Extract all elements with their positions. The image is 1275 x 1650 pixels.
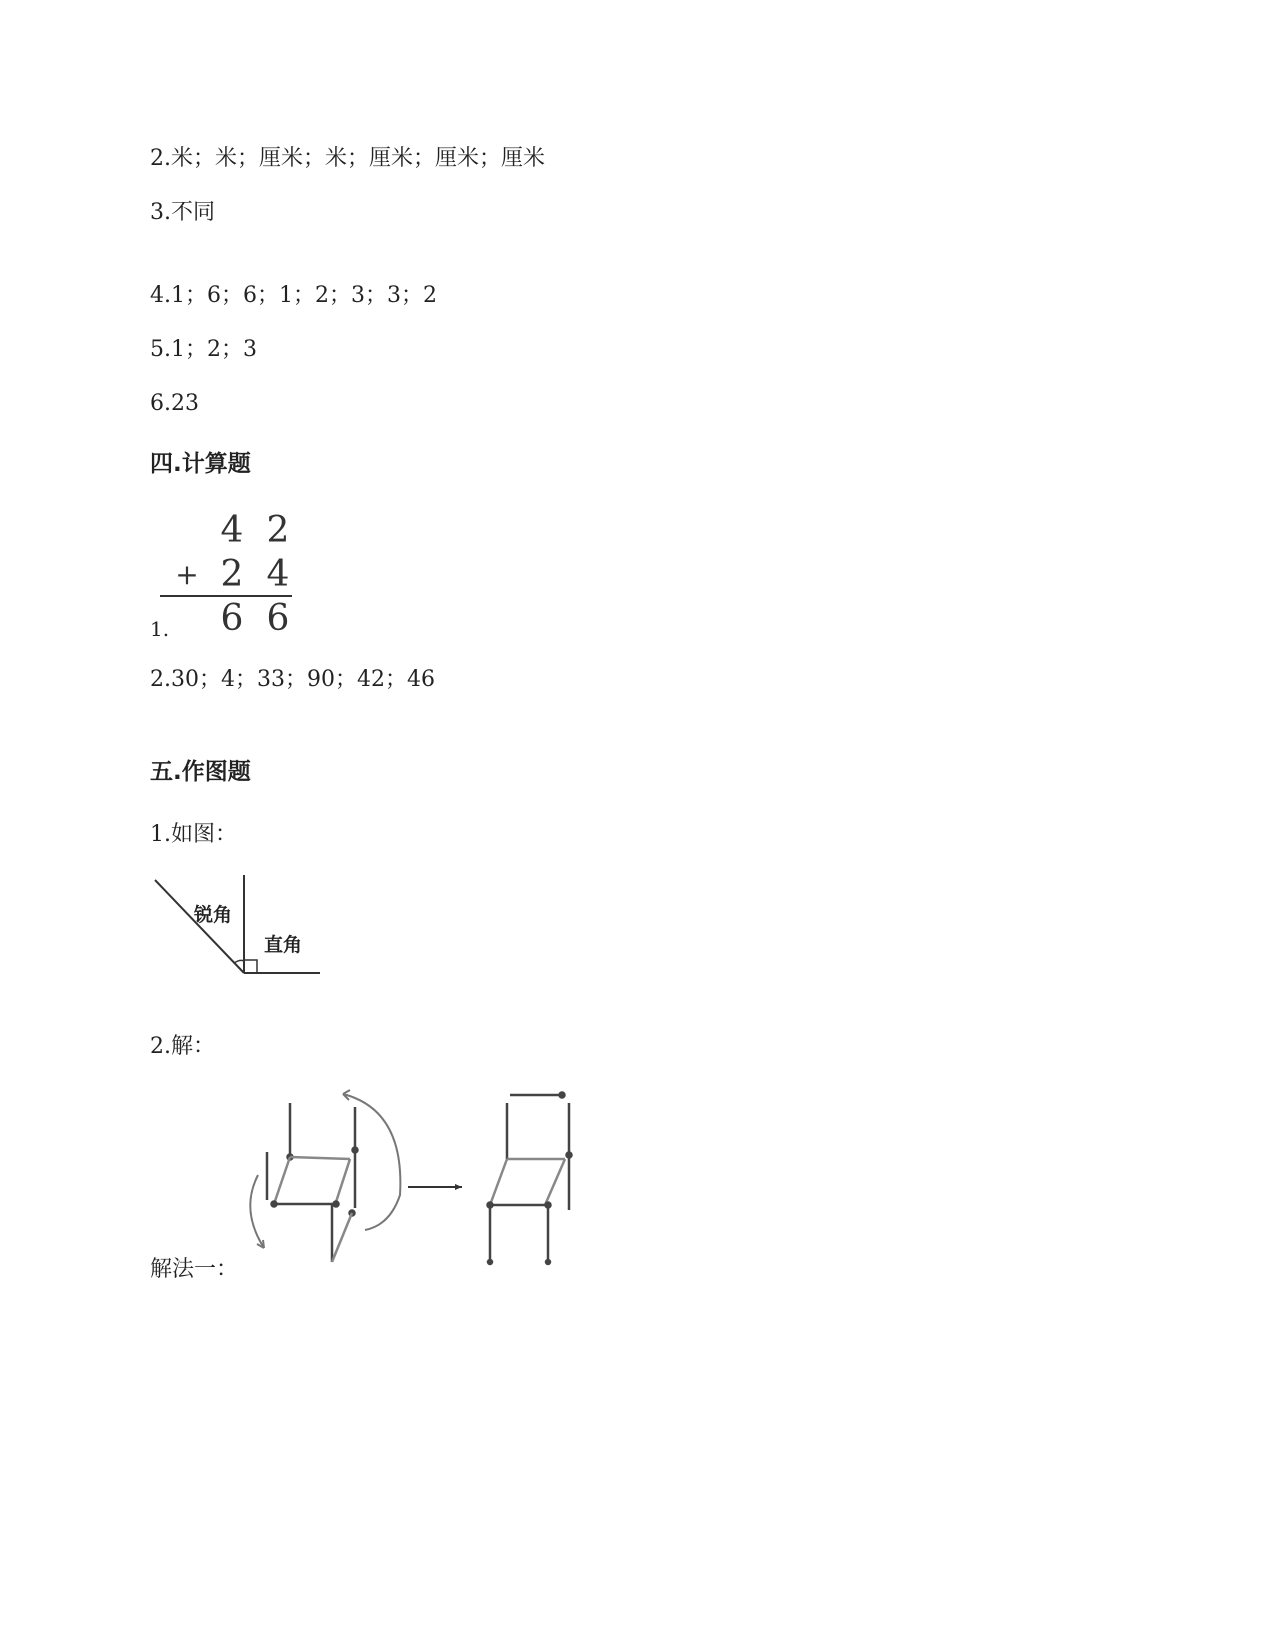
result-digit-ones: 6 — [266, 598, 290, 639]
result-chair — [488, 1093, 572, 1265]
question-5-2: 2.解： — [150, 1034, 215, 1059]
bottom-digit-tens: 2 — [220, 554, 244, 595]
method-1-label: 解法一： — [150, 1257, 239, 1282]
bottom-digit-ones: 4 — [266, 554, 290, 595]
plus-operator: + — [175, 558, 199, 591]
angle-figure — [150, 875, 330, 985]
result-digit-tens: 6 — [220, 598, 244, 639]
answer-2: 2.米；米；厘米；米；厘米；厘米；厘米 — [150, 146, 545, 171]
question-5-1: 1.如图： — [150, 822, 237, 847]
answer-3: 3.不同 — [150, 200, 215, 225]
acute-angle-arc — [234, 960, 244, 963]
question-4-2-answer: 2.30；4；33；90；42；46 — [150, 667, 435, 692]
rotate-arrow-small — [250, 1175, 264, 1248]
answer-5: 5.1；2；3 — [150, 337, 257, 362]
top-digit-tens: 4 — [220, 510, 244, 551]
answer-6: 6.23 — [150, 391, 199, 416]
acute-angle-label: 锐角 — [194, 904, 233, 926]
original-chair — [267, 1103, 358, 1262]
top-digit-ones: 2 — [266, 510, 290, 551]
right-angle-mark — [244, 960, 257, 973]
section-5-title: 五.作图题 — [150, 759, 251, 785]
question-4-1-label: 1. — [150, 617, 170, 641]
chair-transform-figure — [240, 1085, 600, 1275]
acute-ray — [155, 880, 244, 973]
right-angle-label: 直角 — [264, 934, 303, 956]
section-4-title: 四.计算题 — [150, 451, 251, 477]
vertical-addition-figure — [160, 508, 320, 638]
answer-4: 4.1；6；6；1；2；3；3；2 — [150, 283, 437, 308]
